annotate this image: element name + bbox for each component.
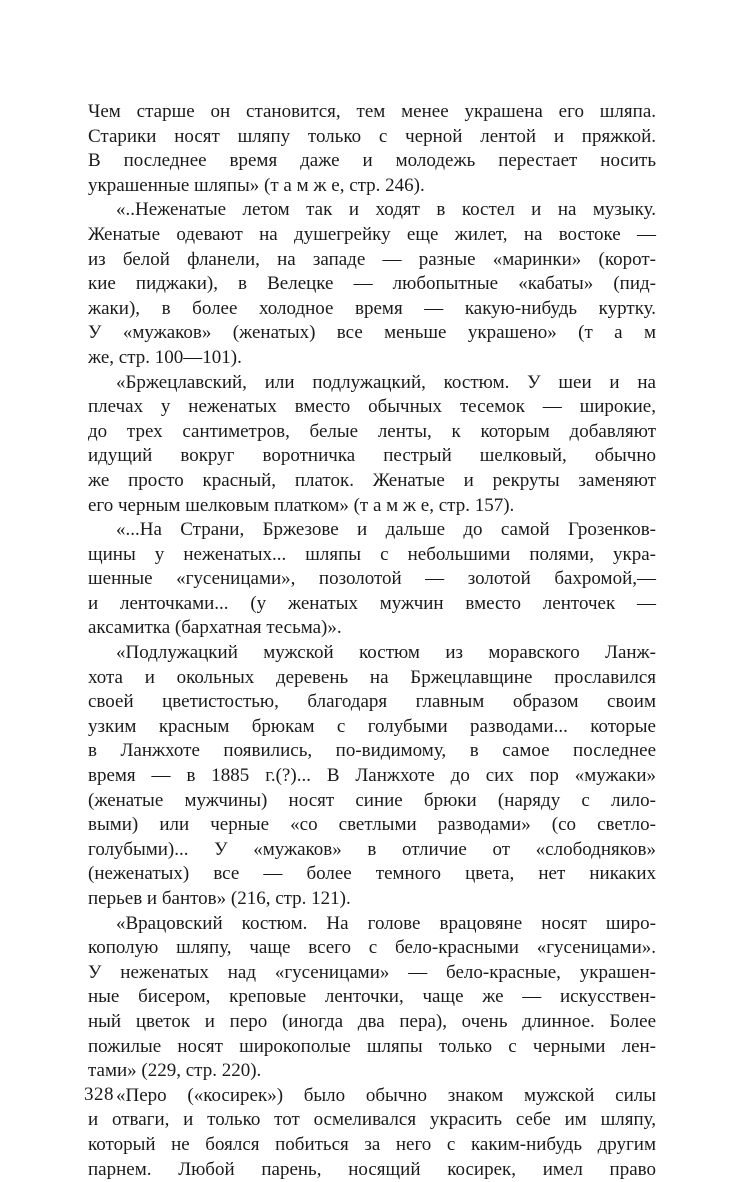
text-line: выми) или черные «со светлыми разводами» (со светло- (88, 814, 656, 836)
text-line: «Бржецлавский, или подлужацкий, костюм. У шеи и на (116, 371, 656, 393)
text-line: его черным шелковым платком» (т а м ж е, стр. 157). (88, 494, 515, 516)
text-line: «..Неженатые летом так и ходят в костел и на музыку. (116, 199, 656, 221)
text-line: «...На Страни, Бржезове и дальше до самой Грозенков- (116, 519, 656, 541)
text-line: до трех сантиметров, белые ленты, к которым добавляют (88, 420, 656, 442)
text-line: В последнее время даже и молодежь перестает носить (88, 150, 656, 172)
text-line: ные бисером, креповые ленточки, чаще же — искусствен- (88, 986, 656, 1008)
text-line: щины у неженатых... шляпы с небольшими полями, укра- (88, 543, 656, 565)
paragraph-7 (88, 1084, 656, 1182)
text-line: и ленточками... (у женатых мужчин вместо ленточек — (88, 592, 656, 614)
text-line: У неженатых над «гусеницами» — бело-красные, украшен- (88, 961, 656, 983)
text-line: кополую шляпу, чаще всего с бело-красными «гусеницами». (88, 937, 656, 959)
paragraph-6 (88, 912, 656, 1084)
text-line: плечах у неженатых вместо обычных тесемок — широкие, (88, 396, 656, 418)
text-line: У «мужаков» (женатых) все меньше украшено» (т а м (88, 322, 656, 344)
text-line: аксамитка (бархатная тесьма)». (88, 617, 342, 639)
page-number: 328 (84, 1084, 114, 1105)
body-text (88, 100, 656, 1182)
text-line: Старики носят шляпу только с черной лентой и пряжкой. (88, 125, 656, 147)
text-line: голубыми)... У «мужаков» в отличие от «слободняков» (88, 838, 656, 860)
text-line: время — в 1885 г.(?)... В Ланжхоте до сих пор «мужаки» (88, 765, 656, 787)
text-line: же просто красный, платок. Женатые и рекруты заменяют (88, 469, 656, 491)
text-line: идущий вокруг воротничка пестрый шелковый, обычно (88, 445, 656, 467)
text-line: в Ланжхоте появились, по-видимому, в самое последнее (88, 740, 656, 762)
text-line: «Врацовский костюм. На голове врацовяне носят широ- (116, 912, 656, 934)
text-line: пожилые носят широкополые шляпы только с черными лен- (88, 1035, 656, 1057)
paragraph-3 (88, 371, 656, 519)
text-line: хота и окольных деревень на Бржецлавщине прославился (88, 666, 656, 688)
text-line: «Перо («косирек») было обычно знаком мужской силы (116, 1084, 656, 1106)
text-line: из белой фланели, на западе — разные «маринки» (корот- (88, 248, 656, 270)
text-line: своей цветистостью, благодаря главным образом своим (88, 691, 656, 713)
text-line: же, стр. 100—101). (88, 346, 242, 368)
paragraph-5 (88, 641, 656, 912)
text-line: который не боялся побиться за него с каким-нибудь другим (88, 1133, 656, 1155)
text-line: Женатые одевают на душегрейку еще жилет, на востоке — (88, 223, 656, 245)
text-line: жаки), в более холодное время — какую-нибудь куртку. (88, 297, 656, 319)
text-line: парнем. Любой парень, носящий косирек, имел право (88, 1158, 656, 1180)
text-line: тами» (229, стр. 220). (88, 1060, 262, 1082)
text-line: и отваги, и только тот осмеливался украсить себе им шляпу, (88, 1109, 656, 1131)
text-line: украшенные шляпы» (т а м ж е, стр. 246). (88, 174, 425, 196)
text-line: «Подлужацкий мужской костюм из моравского Ланж- (116, 642, 656, 664)
text-line: шенные «гусеницами», позолотой — золотой бахромой,— (88, 568, 656, 590)
paragraph-4 (88, 518, 656, 641)
text-line: кие пиджаки), в Велецке — любопытные «кабаты» (пид- (88, 273, 656, 295)
text-line: (женатые мужчины) носят синие брюки (наряду с лило- (88, 789, 656, 811)
text-line: Чем старше он становится, тем менее украшена его шляпа. (88, 101, 656, 122)
text-line: узким красным брюкам с голубыми разводами... которые (88, 715, 656, 737)
text-line: ный цветок и перо (иногда два пера), очень длинное. Более (88, 1010, 656, 1032)
paragraph-2 (88, 198, 656, 370)
text-line: (неженатых) все — более темного цвета, нет никаких (88, 863, 656, 885)
text-line: перьев и бантов» (216, стр. 121). (88, 888, 351, 909)
paragraph-1 (88, 100, 656, 198)
